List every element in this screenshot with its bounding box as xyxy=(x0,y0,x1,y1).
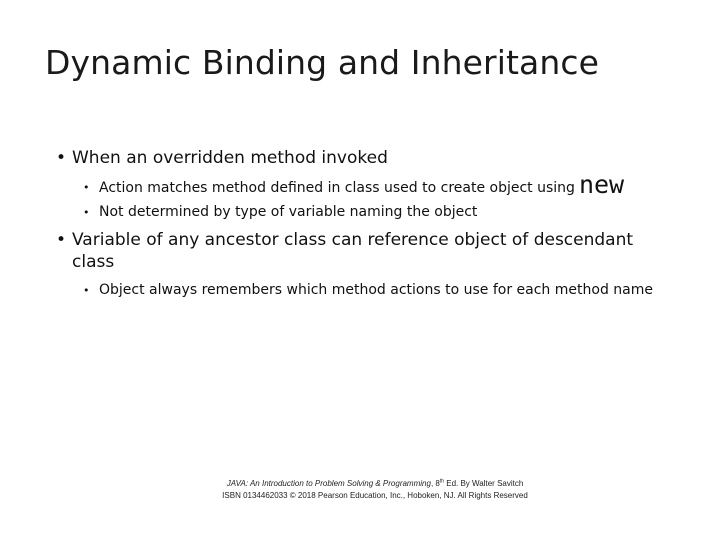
sub-bullet-text: Action matches method defined in class used to create object using xyxy=(99,180,575,196)
bullet-item xyxy=(56,229,662,273)
sub-bullet-glyph: • xyxy=(83,206,90,219)
sub-bullet-text: Object always remembers which method actions to use for each method name xyxy=(99,282,653,298)
sub-bullet-item xyxy=(83,280,659,301)
slide-footer xyxy=(165,478,585,502)
bullet-glyph: • xyxy=(56,148,67,168)
footer-line-1: JAVA: An Introduction to Problem Solving & Programming, 8th Ed. By Walter Savitch xyxy=(226,478,524,488)
sub-bullet-text: Not determined by type of variable naming the object xyxy=(99,204,478,220)
bullet-list xyxy=(56,148,696,301)
footer-edition-number: 8 xyxy=(435,479,440,488)
bullet-item xyxy=(56,148,696,169)
footer-line-2: ISBN 0134462033 © 2018 Pearson Education, Inc., Hoboken, NJ. All Rights Reserved xyxy=(222,491,528,500)
bullet-text: Variable of any ancestor class can reference object of descendant class xyxy=(72,230,634,272)
slide-title: Dynamic Binding and Inheritance xyxy=(45,43,600,82)
sub-bullet-item xyxy=(83,170,696,199)
bullet-text: When an overridden method invoked xyxy=(72,148,388,168)
sub-bullet-glyph: • xyxy=(83,181,90,194)
footer-edition-rest: Ed. By Walter Savitch xyxy=(444,479,524,488)
footer-book-title: JAVA: An Introduction to Problem Solving & Programming xyxy=(226,479,431,488)
footer-edition-suffix: th xyxy=(439,478,445,485)
bullet-glyph: • xyxy=(56,230,67,250)
code-keyword: new xyxy=(578,170,625,199)
sub-bullet-item xyxy=(83,202,696,223)
sub-bullet-glyph: • xyxy=(83,284,90,297)
